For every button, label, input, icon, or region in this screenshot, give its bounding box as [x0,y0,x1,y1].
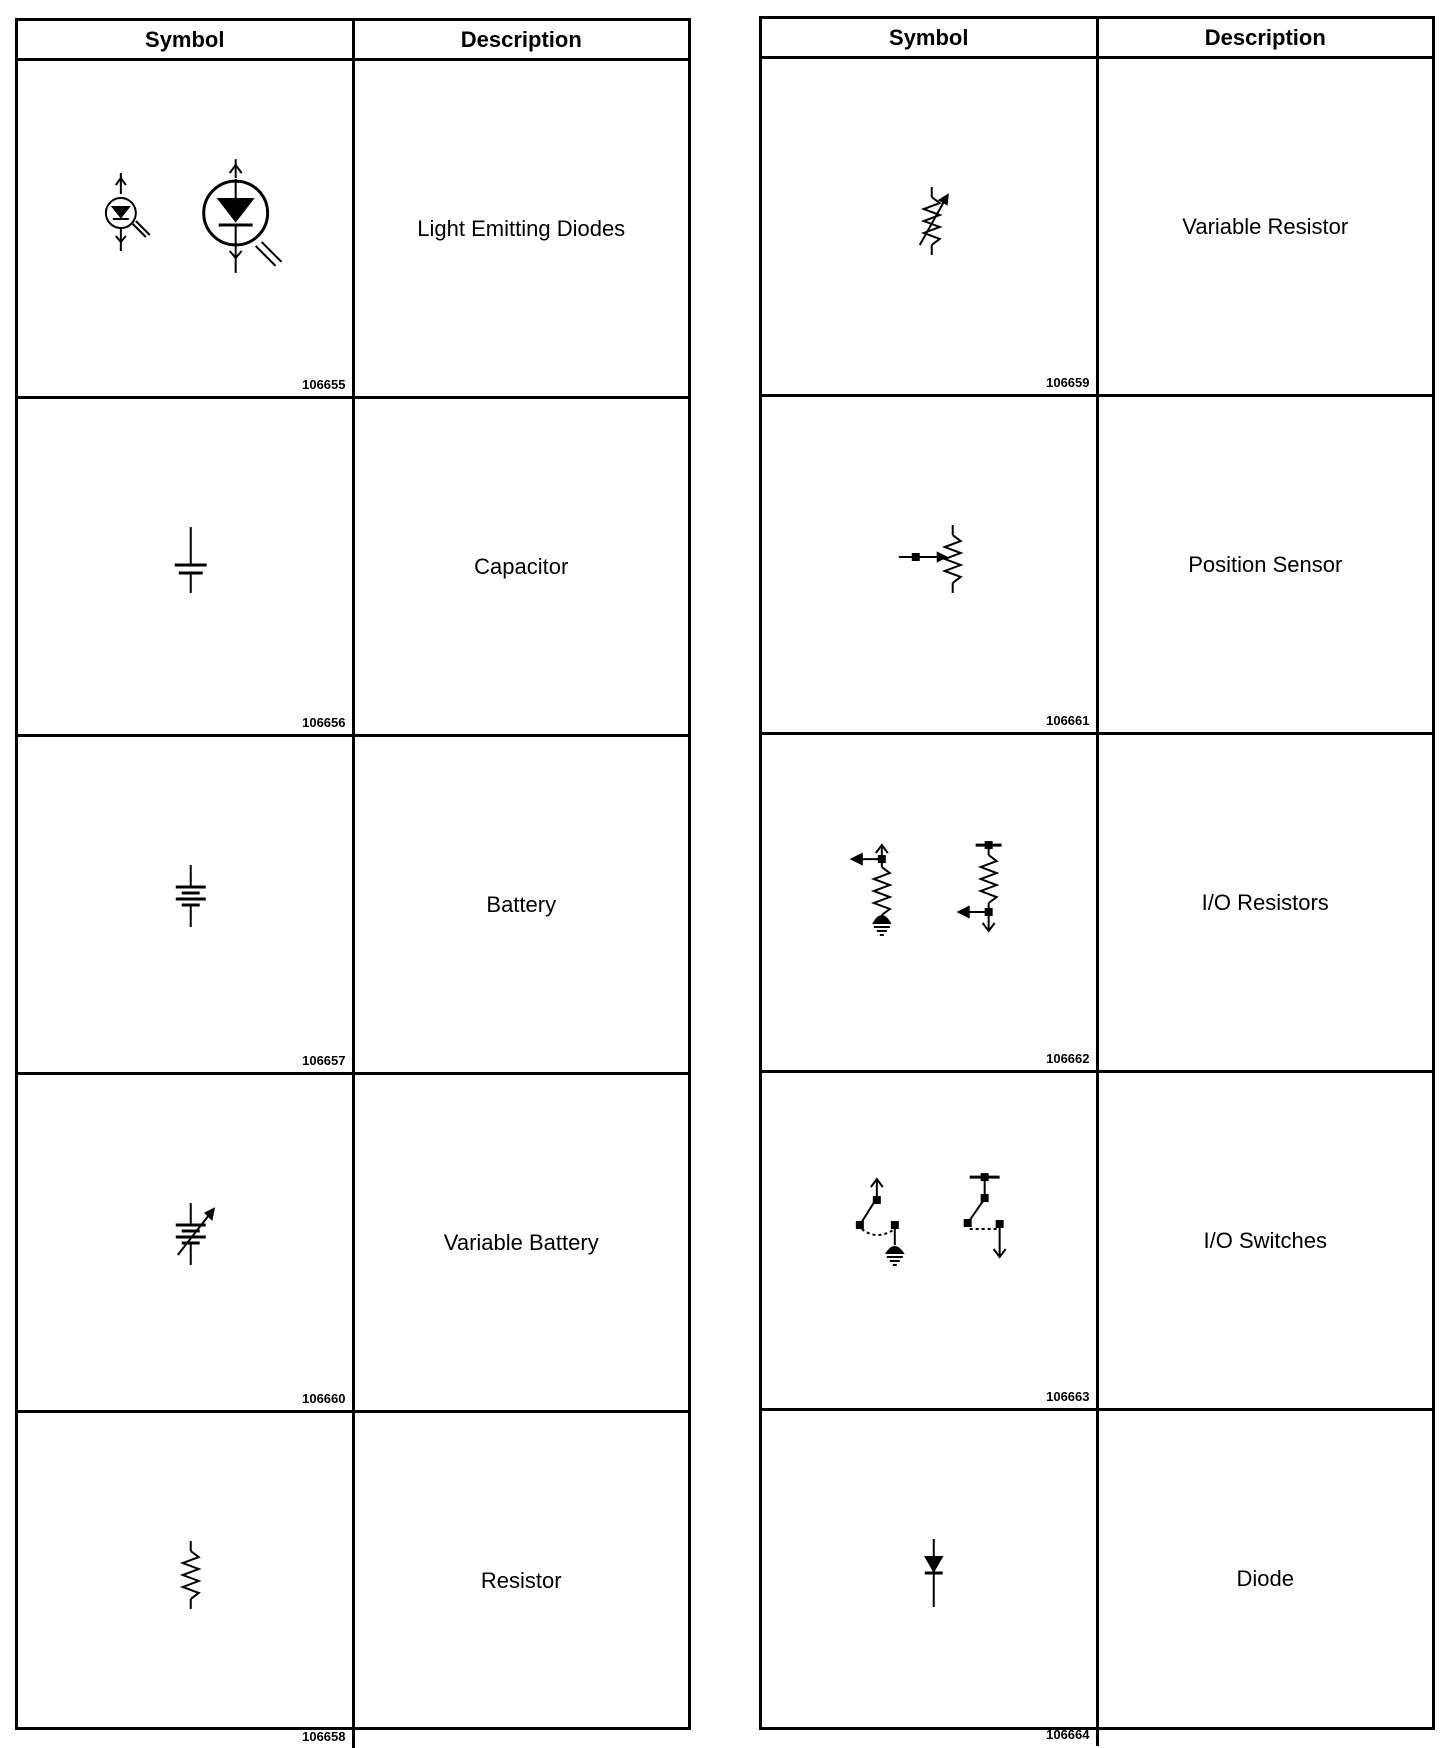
symbol-header: Symbol [18,21,355,58]
position-sensor-icon [762,397,1096,732]
resistor-icon [18,1413,352,1748]
led-icon [18,61,352,396]
table-row [762,1411,1432,1746]
figure-id: 106661 [1046,713,1090,728]
table-row [762,59,1432,397]
figure-id: 106663 [1046,1389,1090,1404]
io-switches-icon [762,1073,1096,1408]
variable-battery-icon [18,1075,352,1410]
capacitor-icon [18,399,352,734]
table-row [18,1413,688,1748]
table-row [18,61,688,399]
figure-id: 106659 [1046,375,1090,390]
battery-icon [18,737,352,1072]
figure-id: 106662 [1046,1051,1090,1066]
symbol-header: Symbol [762,19,1099,56]
description-header: Description [1204,25,1326,50]
figure-id: 106658 [302,1729,346,1744]
table-row [762,397,1432,735]
variable-resistor-icon [762,59,1096,394]
description-cell: Variable Resistor [1182,213,1349,239]
figure-id: 106664 [1046,1727,1090,1742]
description-header: Description [460,27,582,52]
table-row [18,399,688,737]
table-row [762,735,1432,1073]
table-header [18,21,688,61]
description-cell: Light Emitting Diodes [417,215,626,241]
figure-id: 106660 [302,1391,346,1406]
figure-id: 106657 [302,1053,346,1068]
symbol-table-right [759,16,1435,1742]
table-row [18,1075,688,1413]
description-cell: Resistor [480,1567,562,1593]
table-row [18,737,688,1075]
description-cell: I/O Switches [1203,1227,1327,1253]
table-row [762,1073,1432,1411]
table-header [762,19,1432,59]
figure-id: 106656 [302,715,346,730]
description-cell: Diode [1236,1565,1294,1591]
description-cell: Variable Battery [443,1229,599,1255]
description-cell: Battery [486,891,557,917]
description-cell: Position Sensor [1188,551,1343,577]
description-cell: Capacitor [474,553,569,579]
symbol-table-left [15,18,691,1744]
io-resistors-icon [762,735,1096,1070]
figure-id: 106655 [302,377,346,392]
diode-icon [762,1411,1096,1746]
description-cell: I/O Resistors [1201,889,1329,915]
